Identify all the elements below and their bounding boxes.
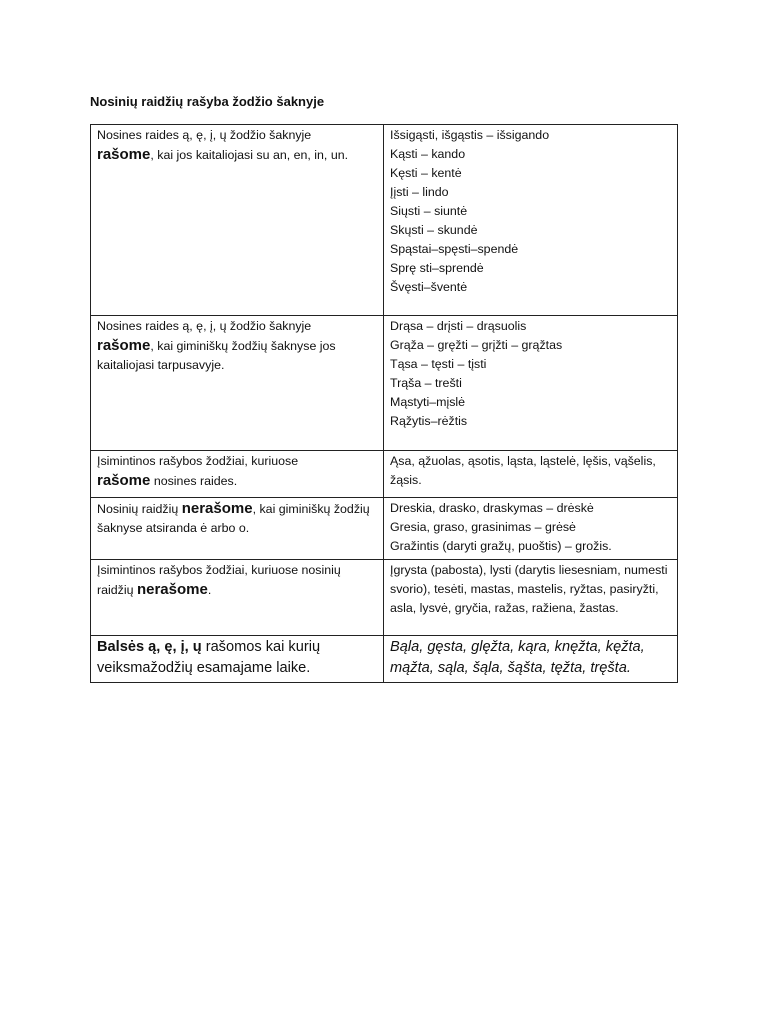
rule-cell xyxy=(91,451,384,498)
rule-cell xyxy=(91,125,384,316)
examples-cell xyxy=(384,316,678,451)
examples-cell xyxy=(384,451,678,498)
rule-emphasis: rašome xyxy=(97,337,151,354)
example-line: Trąša – trešti xyxy=(390,376,462,390)
rule-text: , kai jos kaitaliojasi su an, en, in, un. xyxy=(150,148,349,162)
table-row xyxy=(91,498,678,560)
example-line: Gresia, graso, grasinimas – grėsė xyxy=(390,520,576,534)
example-line: mąžta, sąla, šąla, šąšta, tęžta, tręšta. xyxy=(390,660,631,676)
table-row xyxy=(91,636,678,683)
examples-cell xyxy=(384,498,678,560)
example-line: Rąžytis–rėžtis xyxy=(390,414,468,428)
rule-text: , kai giminiškų žodžių šaknyse atsiranda ė arbo o. xyxy=(97,502,370,535)
example-text: Ąsa, ąžuolas, ąsotis, ląsta, ląstelė, lęšis, vąšelis, žąsis. xyxy=(390,454,656,487)
example-line: Įįsti – lindo xyxy=(390,185,449,199)
examples-cell xyxy=(384,560,678,636)
rule-emphasis: rašome xyxy=(97,472,151,489)
example-line: Tąsa – tęsti – tįsti xyxy=(390,357,487,371)
example-line: Spąstai–spęsti–spendė xyxy=(390,242,519,256)
example-text: Įgrysta (pabosta), lysti (darytis liesesniam, numesti svorio), tesėti, mastas, mastelis, ryžtas, pasiryžti, asla, lysvė, gryčia, ražas, ražiena, žastas. xyxy=(390,563,668,615)
example-line: Kęsti – kentė xyxy=(390,166,462,180)
rule-emphasis: nerašome xyxy=(136,581,208,598)
rule-text: Įsimintinos rašybos žodžiai, kuriuose xyxy=(97,454,299,468)
rule-text: nosines raides. xyxy=(150,474,238,488)
rule-cell xyxy=(91,636,384,683)
rule-cell xyxy=(91,316,384,451)
rule-text: Nosines raides ą, ę, į, ų žodžio šaknyje xyxy=(97,319,312,333)
examples-cell xyxy=(384,636,678,683)
rule-text: Nosinių raidžių xyxy=(97,502,182,516)
rule-text: Nosines raides ą, ę, į, ų žodžio šaknyje xyxy=(97,128,312,142)
rule-emphasis: rašome xyxy=(97,146,151,163)
rule-text: rašomos kai kurių veiksmažodžių esamajame laike. xyxy=(97,639,321,676)
examples-cell xyxy=(384,125,678,316)
rule-text: . xyxy=(207,583,212,597)
rule-emphasis: nerašome xyxy=(181,500,253,517)
rules-table xyxy=(90,124,678,683)
table-row xyxy=(91,560,678,636)
example-line: Kąsti – kando xyxy=(390,147,466,161)
rule-emphasis: Balsės ą, ę, į, ų xyxy=(97,639,202,655)
example-line: Drąsa – drįsti – drąsuolis xyxy=(390,319,527,333)
example-line: Grąža – gręžti – grįžti – grąžtas xyxy=(390,338,563,352)
rule-text: Įsimintinos rašybos žodžiai, kuriuose nosinių raidžių xyxy=(97,563,341,597)
page-title: Nosinių raidžių rašyba žodžio šaknyje xyxy=(90,94,325,109)
table-row xyxy=(91,125,678,316)
table-row xyxy=(91,316,678,451)
rule-text: , kai giminiškų žodžių šaknyse jos kaitaliojasi tarpusavyje. xyxy=(97,339,336,372)
example-line: Bąla, gęsta, glęžta, kąra, knęžta, kęžta, xyxy=(390,639,645,655)
rule-cell xyxy=(91,560,384,636)
table-row xyxy=(91,451,678,498)
example-line: Išsigąsti, išgąstis – išsigando xyxy=(390,128,550,142)
example-line: Dreskia, drasko, draskymas – drėskė xyxy=(390,501,594,515)
example-line: Sprę sti–sprendė xyxy=(390,261,484,275)
example-line: Švęsti–šventė xyxy=(390,280,468,294)
rule-cell xyxy=(91,498,384,560)
example-line: Gražintis (daryti gražų, puoštis) – grožis. xyxy=(390,539,612,553)
example-line: Siųsti – siuntė xyxy=(390,204,468,218)
example-line: Mąstyti–mįslė xyxy=(390,395,466,409)
example-line: Skųsti – skundė xyxy=(390,223,478,237)
